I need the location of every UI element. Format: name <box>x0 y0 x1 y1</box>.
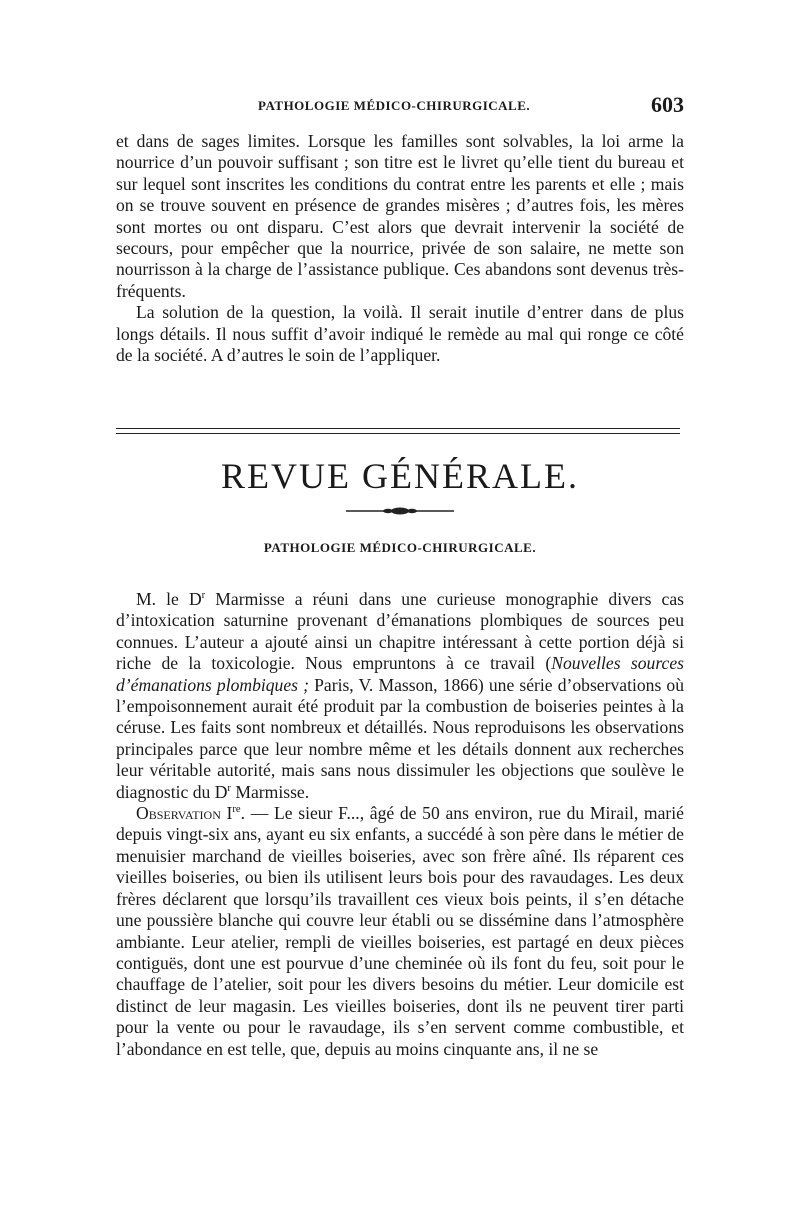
section-title: REVUE GÉNÉRALE. <box>221 456 579 496</box>
observation-label: Observation I <box>136 803 233 824</box>
paragraph: La solution de la question, la voilà. Il serait inutile d’entrer dans de plus longs détails. Il nous suffit d’avoir indiqué le remède au mal qui ronge ce côté de la société. A d’autres le soin de l’appliquer. <box>116 302 684 366</box>
review-text <box>116 589 684 1060</box>
paragraph: M. le $D^r$ Marmisse a réuni dans une curieuse monographie divers cas d’intoxication saturnine provenant d’émanations plombiques de sources peu connues. L’auteur a ajouté ainsi un chapitre intéressant à cette portion déjà si riche de la toxicologie. Nous empruntons à ce travail (Nouvelles sources d’émanations plombiques ; Paris, V. Masson, 1866) une série d’observations où l’empoisonnement aurait été produit par la combustion de boiseries peintes à la céruse. Les faits sont nombreux et détaillés. Nous reproduisons les observations principales parce que leur nombre même et les détails donnent aux recherches leur véritable autorité, mais sans nous dissimuler les objections que soulève le diagnostic du $D^r$ Marmisse. <box>116 589 684 802</box>
running-head <box>116 92 684 120</box>
continued-text <box>116 131 684 366</box>
paragraph: Observation Ire. — Le sieur F..., âgé de 50 ans environ, rue du Mirail, marié depuis vingt-six ans, ayant eu six enfants, a succédé à son père dans le métier de menuisier marchand de vieilles boiseries, avec son frère aîné. Ils réparent ces vieilles boiseries, ou bien ils utilisent leurs bois pour des ravaudages. Les deux frères déclarent que lorsqu’ils travaillent ces vieux bois peints, il s’en détache une poussière blanche qui couvre leur établi ou se dissémine dans l’atmosphère ambiante. Leur atelier, rempli de vieilles boiseries, est partagé en deux pièces contiguës, dont une est pourvue d’une cheminée où ils font du feu, soit pour le chauffage de l’atelier, soit pour les divers besoins du métier. Leur domicile est distinct de leur magasin. Les vieilles boiseries, dont ils ne peuvent tirer parti pour la vente ou pour le ravaudage, ils s’en servent comme combustible, et l’abondance en est telle, que, depuis au moins cinquante ans, il ne se <box>116 803 684 1059</box>
running-title: PATHOLOGIE MÉDICO-CHIRURGICALE. <box>258 98 531 113</box>
double-rule-divider <box>116 428 680 436</box>
page-number: 603 <box>651 92 684 117</box>
paragraph: et dans de sages limites. Lorsque les familles sont solvables, la loi arme la nourrice d’un pouvoir suffisant ; son titre est le livret qu’elle tient du bureau et sur lequel sont inscrites les conditions du contrat entre les parents et elle ; mais on se trouve souvent en présence de grandes misères ; d’autres fois, les mères sont mortes ou ont disparu. C’est alors que devrait intervenir la société de secours, pour empêcher que la nourrice, privée de son salaire, ne mette son nourrisson à la charge de l’assistance publique. Ces abandons sont devenus très-fréquents. <box>116 131 684 301</box>
ornament-divider <box>344 505 456 517</box>
subsection-title: PATHOLOGIE MÉDICO-CHIRURGICALE. <box>263 540 537 555</box>
